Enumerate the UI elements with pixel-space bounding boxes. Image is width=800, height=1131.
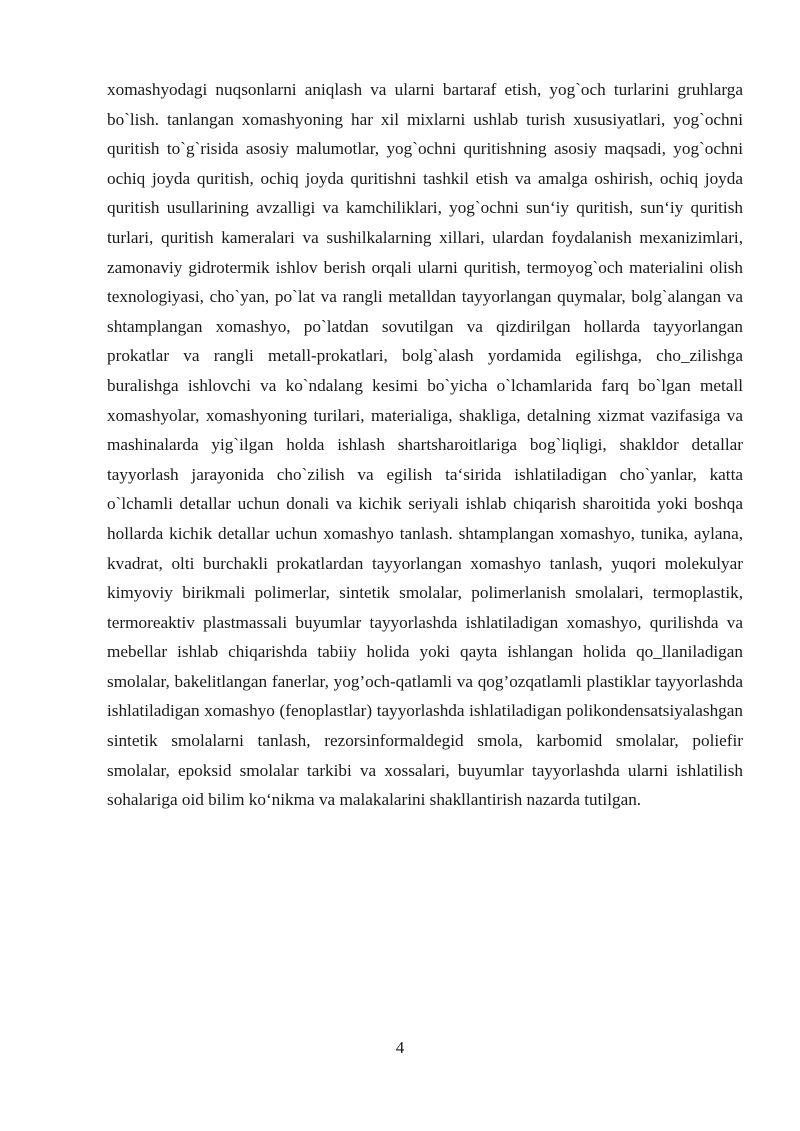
page-number: 4 [395,1038,405,1057]
body-paragraph: xomashyodagi nuqsonlarni aniqlash va ularni bartaraf etish, yog`och turlarini gruhlarga bo`lish. tanlangan xomashyoning har xil mixlarni ushlab turish xususiyatlari, yog`ochni quritish to`g`risida asosiy malumotlar, yog`ochni quritishning asosiy maqsadi, yog`ochni ochiq joyda quritish, ochiq joyda quritishni tashkil etish va amalga oshirish, ochiq joyda quritish usullarining avzalligi va kamchiliklari, yog`ochni sun‘iy quritish, sun‘iy quritish turlari, quritish kameralari va sushilkalarning xillari, ulardan foydalanish mexanizimlari, zamonaviy gidrotermik ishlov berish orqali ularni quritish, termoyog`och materialini olish texnologiyasi, cho`yan, po`lat va rangli metalldan tayyorlangan quymalar, bolg`alangan va shtamplangan xomashyo, po`latdan sovutilgan va qizdirilgan hollarda tayyorlangan prokatlar va rangli metall-prokatlari, bolg`alash yordamida egilishga, cho_zilishga buralishga ishlovchi va ko`ndalang kesimi bo`yicha o`lchamlarida farq bo`lgan metall xomashyolar, xomashyoning turilari, materialiga, shakliga, detalning xizmat vazifasiga va mashinalarda yig`ilgan holda ishlash shartsharoitlariga bog`liqligi, shakldor detallar tayyorlash jarayonida cho`zilish va egilish ta‘sirida ishlatiladigan cho`yanlar, katta o`lchamli detallar uchun donali va kichik seriyali ishlab chiqarish sharoitida yoki boshqa hollarda kichik detallar uchun xomashyo tanlash. shtamplangan xomashyo, tunika, aylana, kvadrat, olti burchakli prokatlardan tayyorlangan xomashyo tanlash, yuqori molekulyar kimyoviy birikmali polimerlar, sintetik smolalar, polimerlanish smolalari, termoplastik, termoreaktiv plastmassali buyumlar tayyorlashda ishlatiladigan xomashyo, qurilishda va mebellar ishlab chiqarishda tabiiy holida yoki qayta ishlangan holida qo_llaniladigan smolalar, bakelitlangan fanerlar, yog’och-qatlamli va qog’ozqatlamli plastiklar tayyorlashda ishlatiladigan xomashyo (fenoplastlar) tayyorlashda ishlatiladigan polikondensatsiyalashgan sintetik smolalarni tanlash, rezorsinformaldegid smola, karbomid smolalar, poliefir smolalar, epoksid smolalar tarkibi va xossalari, buyumlar tayyorlashda ularni ishlatilish sohalariga oid bilim ko‘nikma va malakalarini shakllantirish nazarda tutilgan. [107,80,743,810]
